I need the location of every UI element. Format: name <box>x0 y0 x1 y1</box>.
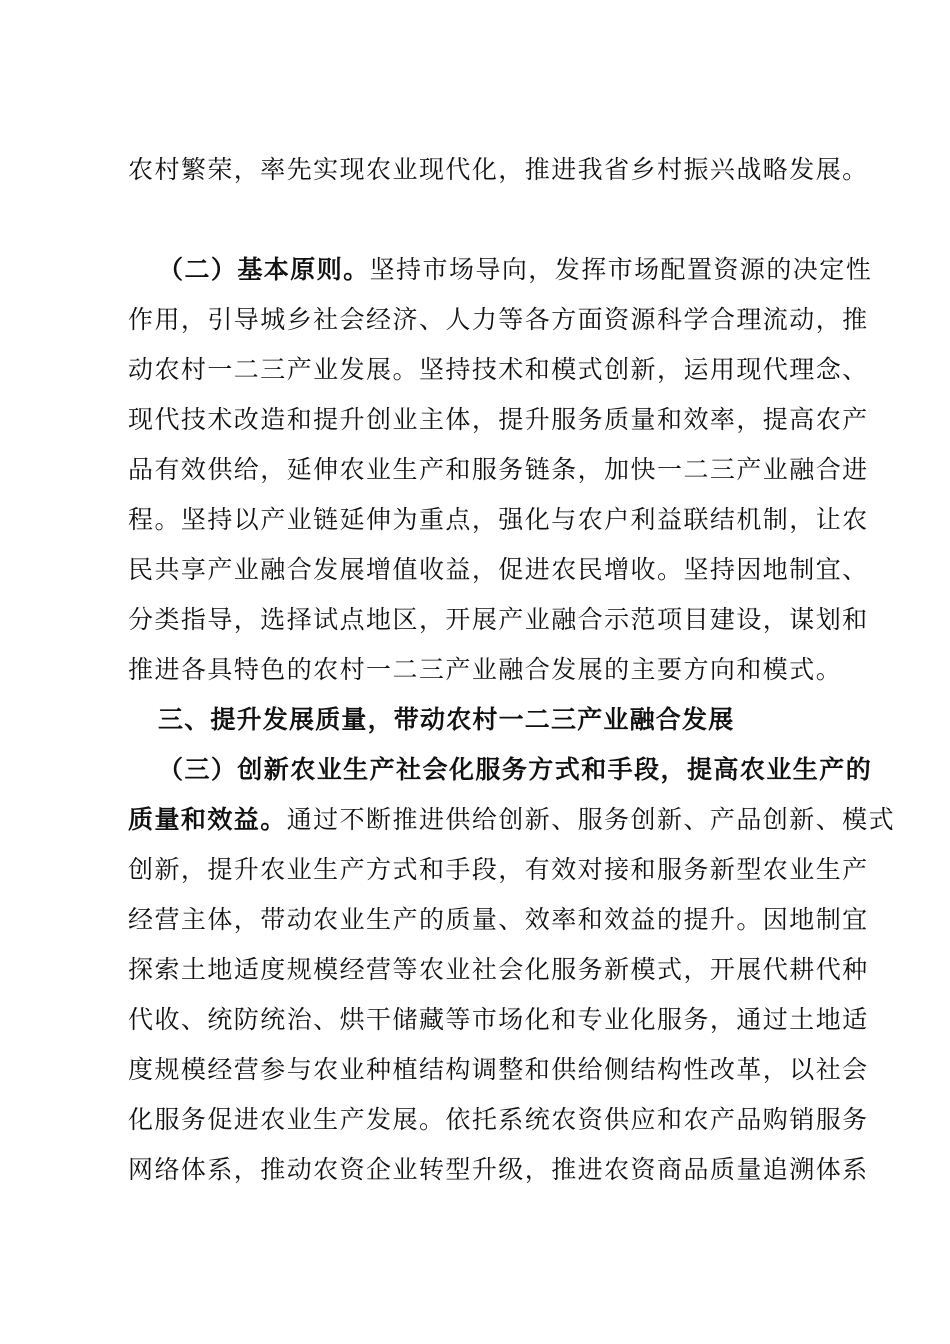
paragraph-line: 民共享产业融合发展增值收益，促进农民增收。坚持因地制宜、 <box>128 555 869 584</box>
paragraph-line: 程。坚持以产业链延伸为重点，强化与农户利益联结机制，让农 <box>128 505 869 534</box>
paragraph-line: 探索土地适度规模经营等农业社会化服务新模式，开展代耕代种 <box>128 955 869 984</box>
subsection-heading-cont: 质量和效益。 <box>128 805 287 834</box>
paragraph-line: 作用，引导城乡社会经济、人力等各方面资源科学合理流动，推 <box>128 305 869 334</box>
paragraph-line: 化服务促进农业生产发展。依托系统农资供应和农产品购销服务 <box>128 1105 869 1134</box>
paragraph-line: 创新，提升农业生产方式和手段，有效对接和服务新型农业生产 <box>128 855 869 884</box>
paragraph-line: 分类指导，选择试点地区，开展产业融合示范项目建设，谋划和 <box>128 605 869 634</box>
paragraph-line: 推进各具特色的农村一二三产业融合发展的主要方向和模式。 <box>128 655 843 684</box>
principles-heading: （二）基本原则。 <box>158 255 370 284</box>
paragraph-line <box>158 254 872 286</box>
paragraph-text: 坚持市场导向，发挥市场配置资源的决定性 <box>369 255 873 284</box>
paragraph-line: 动农村一二三产业发展。坚持技术和模式创新，运用现代理念、 <box>128 355 869 384</box>
paragraph-line: 经营主体，带动农业生产的质量、效率和效益的提升。因地制宜 <box>128 905 869 934</box>
paragraph-line: 网络体系，推动农资企业转型升级，推进农资商品质量追溯体系 <box>128 1155 869 1184</box>
paragraph-line: 现代技术改造和提升创业主体，提升服务质量和效率，提高农产 <box>128 405 869 434</box>
subsection-heading: （三）创新农业生产社会化服务方式和手段，提高农业生产的 <box>158 755 873 784</box>
paragraph-line: 度规模经营参与农业种植结构调整和供给侧结构性改革，以社会 <box>128 1055 869 1084</box>
section-heading: 三、提升发展质量，带动农村一二三产业融合发展 <box>158 705 735 734</box>
paragraph-text: 通过不断推进供给创新、服务创新、产品创新、模式 <box>286 805 896 834</box>
paragraph-line: 代收、统防统治、烘干储藏等市场化和专业化服务，通过土地适 <box>128 1005 869 1034</box>
paragraph-line: 品有效供给，延伸农业生产和服务链条，加快一二三产业融合进 <box>128 455 869 484</box>
paragraph-line: 农村繁荣，率先实现农业现代化，推进我省乡村振兴战略发展。 <box>128 155 869 184</box>
paragraph-line <box>128 804 895 836</box>
